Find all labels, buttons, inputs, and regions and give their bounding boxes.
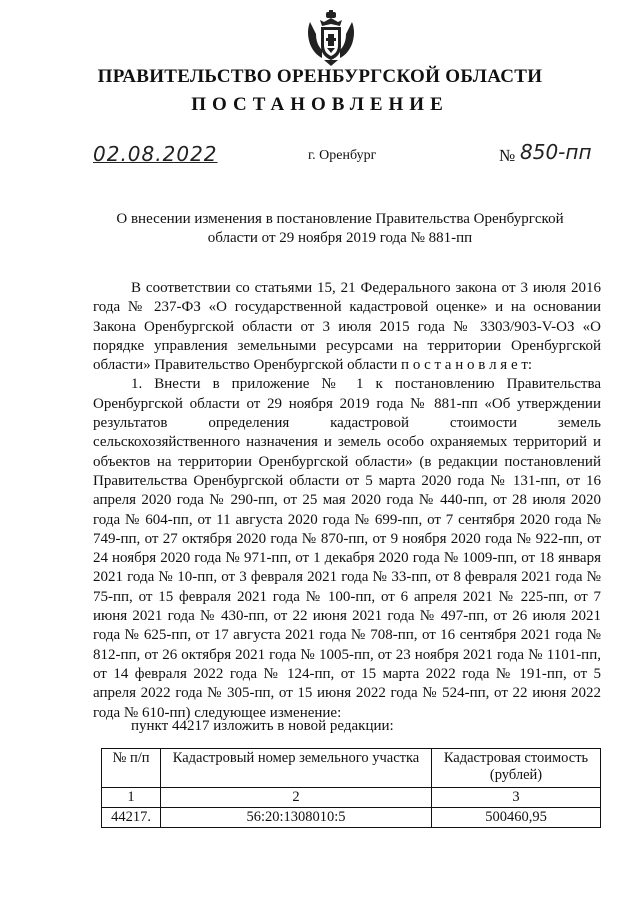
coat-of-arms-emblem bbox=[302, 10, 360, 68]
handwritten-number: 850-пп bbox=[520, 140, 592, 164]
paragraph-preamble: В соответствии со статьями 15, 21 Федерального закона от 3 июля 2016 года № 237-ФЗ «О государственной кадастровой оценке» и на основании Закона Оренбургской области от 3 июля 2015 года № 3303/903-V-ОЗ «О порядке управления земельными ресурсами на территории Оренбургской области» Правительство Оренбургской области п о с т а н о в л я е т: bbox=[93, 280, 601, 374]
city: г. Оренбург bbox=[308, 148, 377, 163]
table-cell: 500460,95 bbox=[432, 808, 601, 828]
document-subject: О внесении изменения в постановление Правительства Оренбургской области от 29 ноября 2019 года № 881-пп bbox=[116, 211, 564, 246]
table-header-cell: № п/п bbox=[102, 749, 161, 788]
table-cell: 56:20:1308010:5 bbox=[161, 808, 432, 828]
table-header-cell: Кадастровый номер земельного участка bbox=[161, 749, 432, 788]
table-cell: 44217. bbox=[102, 808, 161, 828]
paragraph-item-1: 1. Внести в приложение № 1 к постановлению Правительства Оренбургской области от 29 ноября 2019 года № 881-пп «Об утверждении результатов определения кадастровой стоимости земель сельскохозяйственного назначения и земель особо охраняемых территорий и объектов на территории Оренбургской области» (в редакции постановлений Правительства Оренбургской области от 5 марта 2020 года № 131-пп, от 16 апреля 2020 года № 290-пп, от 25 мая 2020 года № 440-пп, от 28 июля 2020 года № 604-пп, от 11 августа 2020 года № 699-пп, от 7 сентября 2020 года № 749-пп, от 27 октября 2020 года № 870-пп, от 9 ноября 2020 года № 922-пп, от 24 ноября 2020 года № 971-пп, от 1 декабря 2020 года № 1009-пп, от 18 января 2021 года № 10-пп, от 3 февраля 2021 года № 33-пп, от 8 февраля 2021 года № 75-пп, от 15 февраля 2021 года № 100-пп, от 6 апреля 2021 № 225-пп, от 7 июня 2021 года № 430-пп, от 22 июня 2021 года № 497-пп, от 26 июля 2021 года № 625-пп, от 17 августа 2021 года № 708-пп, от 16 сентября 2021 года № 812-пп, от 26 октября 2021 года № 1005-пп, от 23 ноября 2021 года № 1101-пп, от 14 февраля 2022 года № 124-пп, от 15 марта 2022 года № 191-пп, от 5 апреля 2022 года № 305-пп, от 15 июня 2022 года № 524-пп, от 22 июня 2022 года № 610-пп) следующее изменение: bbox=[93, 376, 601, 721]
table-header-cell: Кадастровая стоимость (рублей) bbox=[432, 749, 601, 788]
document-type: ПОСТАНОВЛЕНИЕ bbox=[191, 94, 449, 115]
table-cell: 1 bbox=[102, 788, 161, 808]
handwritten-date: 02.08.2022 bbox=[93, 142, 218, 166]
number-sign: № bbox=[499, 146, 516, 165]
org-title: ПРАВИТЕЛЬСТВО ОРЕНБУРГСКОЙ ОБЛАСТИ bbox=[97, 66, 543, 87]
table-cell: 2 bbox=[161, 788, 432, 808]
table-header-row bbox=[102, 749, 601, 788]
table-index-row bbox=[102, 788, 601, 808]
table-row bbox=[102, 808, 601, 828]
cadastral-table bbox=[101, 748, 601, 828]
document-body bbox=[93, 279, 601, 723]
punkt-line: пункт 44217 изложить в новой редакции: bbox=[131, 718, 394, 734]
table-cell: 3 bbox=[432, 788, 601, 808]
